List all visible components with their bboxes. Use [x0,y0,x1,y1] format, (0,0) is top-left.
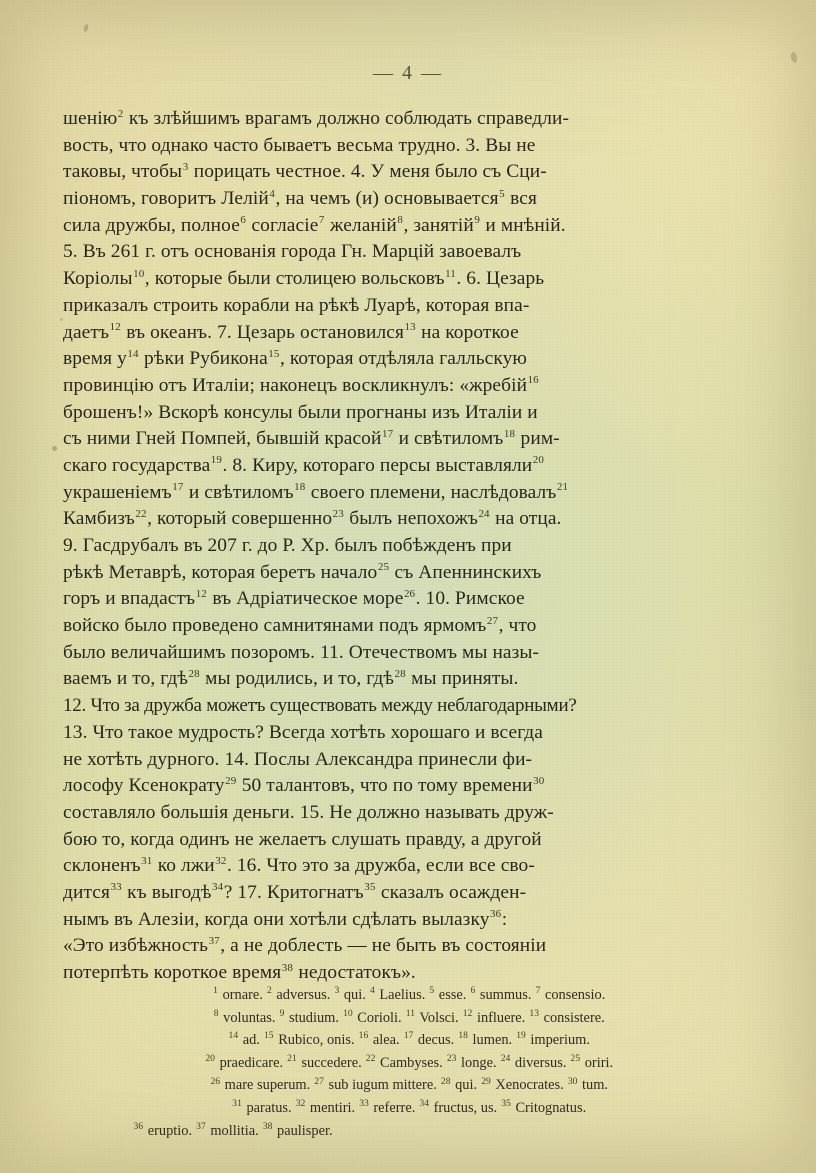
footnote-marker: 15 [268,347,280,360]
footnote-marker: 9 [279,1007,285,1019]
footnote-marker: 8 [213,1007,219,1019]
footnote-marker: 18 [503,427,516,440]
footnote-marker: 33 [110,881,122,894]
footnote-marker: 35 [364,881,376,894]
footnote-line: $^{31}$ paratus. $^{32}$ mentiri. $^{33}$ referre. $^{34}$ fructus, us. $^{35}$ Critognatus. [232,1098,587,1116]
footnote-marker: 28 [440,1075,451,1087]
footnote-marker: 32 [295,1098,306,1110]
footnote-line: $^{14}$ ad. $^{15}$ Rubico, onis. $^{16}$ alea. $^{17}$ decus. $^{18}$ lumen. $^{19}$ imperium. [228,1030,590,1049]
footnote-marker: 18 [294,481,306,494]
body-text-line: горъ и впадастъ$^{12}$ въ Адріатическое море$^{26}$. 10. Римское [63,587,525,610]
footnote-marker: 26 [210,1075,221,1087]
footnote-marker: 2 [267,985,272,997]
footnote-marker: 28 [394,667,406,680]
footnote-marker: 37 [208,934,220,947]
body-text-line: склоненъ$^{31}$ ко лжи$^{32}$. 16. Что это за дружба, если все сво- [63,854,535,877]
footnote-marker: 33 [359,1098,369,1110]
footnote-marker: 12 [462,1007,473,1019]
footnote-marker: 25 [570,1052,581,1064]
footnote-glossary-block [63,984,755,1142]
footnote-marker: 32 [215,854,227,867]
footnote-marker: 36 [490,908,502,921]
body-text-line: лософу Ксенократу$^{29}$ 50 талантовъ, что по тому времени$^{30}$ [63,774,545,797]
footnote-marker: 14 [228,1030,239,1042]
footnote-marker: 38 [262,1120,273,1132]
footnote-marker: 21 [556,481,569,494]
footnote-line: $^1$ ornare. $^2$ adversus. $^3$ qui. $^4$ Laelius. $^5$ esse. $^6$ summus. $^7$ consensio. [213,985,606,1003]
footnote-marker: 2 [117,107,124,120]
body-text-line: вость, что однако часто бываетъ весьма трудно. 3. Вы не [63,134,536,156]
footnote-line: $^{20}$ praedicare. $^{21}$ succedere. $^{22}$ Cambyses. $^{23}$ longe. $^{24}$ diversus. $^{25}$ oriri. [205,1052,614,1071]
body-text-line: украшеніемъ$^{17}$ и свѣтиломъ$^{18}$ своего племени, наслѣдовалъ$^{21}$ [63,481,569,503]
body-text-line: провинцію отъ Италіи; наконецъ воскликнулъ: «жребій$^{16}$ [63,374,539,396]
footnote-marker: 16 [358,1030,369,1042]
footnote-marker: 17 [403,1030,414,1042]
body-text-line: нымъ въ Алезіи, когда они хотѣли сдѣлать вылазку$^{36}$: [63,908,508,930]
footnote-marker: 7 [535,985,541,997]
page-folio: — 4 — [373,62,443,84]
footnote-marker: 1 [213,985,218,997]
footnote-marker: 21 [287,1052,297,1064]
footnote-marker: 22 [135,507,147,520]
footnote-marker: 24 [500,1052,511,1064]
footnote-marker: 15 [264,1030,274,1042]
footnote-marker: 12 [195,587,207,600]
footnote-marker: 4 [269,187,275,200]
footnote-marker: 11 [405,1007,415,1019]
footnote-marker: 28 [188,667,200,680]
body-text-line: приказалъ строить корабли на рѣкѣ Луарѣ, которая впа- [63,294,530,316]
footnote-marker: 3 [182,160,189,173]
body-text-line: скаго государства$^{19}$. 8. Киру, котораго персы выставляли$^{20}$ [63,454,544,476]
body-text-line: сила дружбы, полное$^6$ согласіе$^7$ желаній$^8$, занятій$^9$ и мнѣній. [63,214,566,236]
footnote-marker: 34 [212,881,224,894]
footnote-marker: 31 [141,854,153,867]
footnote-marker: 17 [172,481,184,494]
footnote-marker: 5 [429,985,435,997]
body-text-line: бою то, когда одинъ не желаетъ слушать правду, а другой [63,828,542,850]
body-text-line: 13. Что такое мудрость? Всегда хотѣть хорошаго и всегда [63,721,543,743]
footnote-marker: 24 [478,507,490,520]
body-text-line: піономъ, говоритъ Лелій$^4$, на чемъ (и) основывается$^5$ вся [63,187,538,210]
footnote-marker: 17 [381,427,394,440]
footnote-marker: 25 [377,561,390,574]
footnote-marker: 5 [499,187,505,200]
body-text-line: составляло большія деньги. 15. Не должно называть друж- [63,801,554,823]
footnote-marker: 14 [127,347,139,360]
footnote-marker: 29 [225,774,237,787]
footnote-marker: 30 [567,1075,578,1087]
footnote-marker: 7 [318,214,325,227]
footnote-marker: 8 [397,214,403,227]
body-text-line: таковы, чтобы$^3$ порицать честное. 4. У меня было съ Сци- [63,160,547,183]
footnote-marker: 22 [365,1052,376,1064]
footnote-marker: 31 [232,1098,242,1110]
footnote-line: $^{26}$ mare superum. $^{27}$ sub iugum mittere. $^{28}$ qui. $^{29}$ Xenocrates. $^{30}$ tum. [210,1075,608,1094]
footnote-marker: 36 [133,1120,144,1132]
footnote-marker: 34 [419,1098,429,1110]
footnote-marker: 3 [334,985,340,997]
body-text-line: 5. Въ 261 г. отъ основанія города Гн. Марцій завоевалъ [63,241,522,263]
body-text-line: потерпѣть короткое время$^{38}$ недостатокъ». [63,961,416,983]
footnote-marker: 13 [529,1007,539,1019]
footnote-marker: 10 [343,1007,353,1019]
body-text-block [63,106,755,987]
scan-speck [60,318,63,321]
footnote-line: $^8$ voluntas. $^9$ studium. $^{10}$ Corioli. $^{11}$ Volsci. $^{12}$ influere. $^{13}$ consistere. [213,1007,605,1026]
body-text-line: войско было проведено самнитянами подъ ярмомъ$^{27}$, что [63,614,537,637]
footnote-marker: 16 [527,374,539,387]
footnote-marker: 27 [314,1075,324,1087]
body-text-line: время $у^{14}$ рѣки Рубикона$^{15}$, которая отдѣляла галльскую [63,347,527,370]
footnote-marker: 27 [486,614,499,627]
body-text-line: съ ними Гней Помпей, бывшій красой$^{17}$ и свѣтиломъ$^{18}$ рим- [63,427,560,450]
body-text-line: Камбизъ$^{22}$, который совершенно$^{23}$ былъ непохожъ$^{24}$ на отца. [63,507,562,530]
footnote-marker: 12 [109,321,121,334]
body-text-line: рѣкѣ Метаврѣ, которая беретъ начало$^{25}$ съ Апеннинскихъ [63,561,542,583]
footnote-marker: 13 [404,321,416,334]
footnote-marker: 6 [240,214,247,227]
footnote-marker: 35 [501,1098,511,1110]
body-text-line: 9. Гасдрубалъ въ 207 г. до Р. Хр. былъ побѣжденъ при [63,535,512,556]
footnote-marker: 9 [474,214,480,227]
footnote-line: $^{36}$ eruptio. $^{37}$ mollitia. $^{38}$ paulisper. [133,1120,333,1139]
footnote-marker: 6 [470,985,476,997]
footnote-marker: 30 [533,774,545,787]
footnote-marker: 18 [458,1030,468,1042]
body-text-line: шенію$^2$ къ злѣйшимъ врагамъ должно соблюдать справедли- [63,107,570,129]
body-text-line: дится$^{33}$ къ выгодѣ$^{34}$? 17. Критогнатъ$^{35}$ сказалъ осажден- [63,881,527,903]
footnote-marker: 26 [403,587,416,600]
footnote-marker: 19 [516,1030,526,1042]
footnote-marker: 19 [210,454,222,467]
footnote-marker: 10 [133,267,145,280]
footnote-marker: 37 [196,1120,206,1132]
scan-speck [52,446,57,451]
body-text-line: брошенъ!» Вскорѣ консулы были прогнаны изъ Италіи и [63,401,538,423]
footnote-marker: 29 [481,1075,491,1087]
body-text-line: ваемъ и то, гдѣ$^{28}$ мы родились, и то, гдѣ$^{28}$ мы приняты. [63,667,519,690]
scan-speck [83,24,89,33]
body-text-line: 12. Что за дружба можетъ существовать между неблагодарными? [63,695,577,717]
body-text-line: «Это избѣжность$^{37}$, а не доблесть — не быть въ состояніи [63,934,547,957]
body-text-line: было величайшимъ позоромъ. 11. Отечествомъ мы назы- [63,641,540,663]
footnote-marker: 38 [281,961,293,974]
footnote-marker: 23 [332,507,344,520]
footnote-marker: 11 [445,267,456,280]
footnote-marker: 4 [369,985,375,997]
body-text-line: не хотѣть дурного. 14. Послы Александра принесли фи- [63,748,533,770]
body-text-line: даетъ$^{12}$ въ океанъ. 7. Цезарь остановился$^{13}$ на короткое [63,321,519,343]
footnote-marker: 20 [532,454,544,467]
footnote-marker: 20 [205,1052,215,1064]
footnote-marker: 23 [446,1052,457,1064]
body-text-line: Коріолы$^{10}$, которые были столицею вольсковъ$^{11}$. 6. Цезарь [63,267,545,290]
